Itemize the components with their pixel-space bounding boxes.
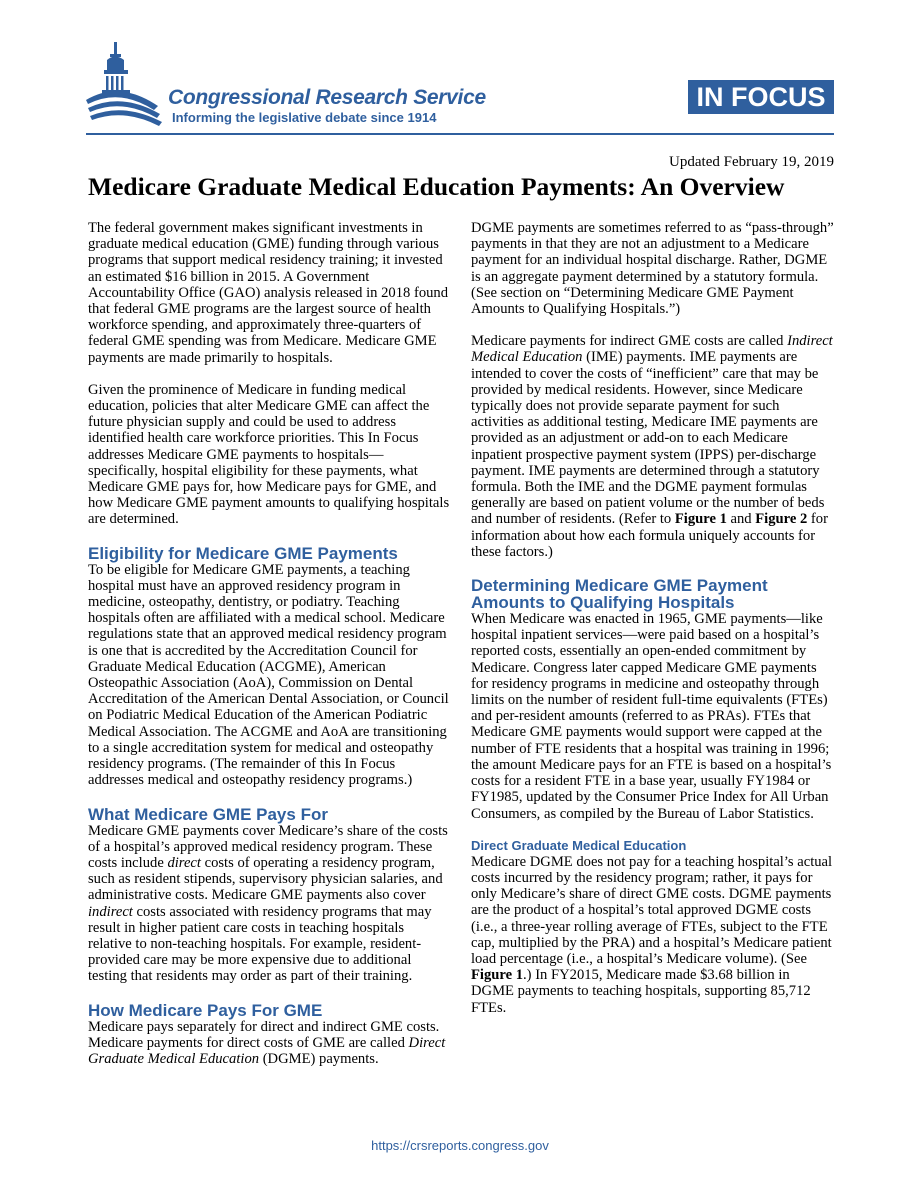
org-tagline: Informing the legislative debate since 1914 [172, 110, 437, 125]
capitol-dome-logo-icon [80, 40, 166, 130]
pass-through-paragraph: DGME payments are sometimes referred to as “pass-through” payments in that they are not an adjustment to a Medicare payment for an individual hospital discharge. Rather, DGME is an aggregate payment determined by a statutory formula. (See section on “Determining Medicare GME Payment Amounts to Qualifying Hospitals.”) [471, 220, 834, 318]
how-pays-paragraph: Medicare pays separately for direct and indirect GME costs. Medicare payments for direct costs of GME are called Direct Graduate Medical Education (DGME) payments. [88, 1018, 446, 1067]
org-name: Congressional Research Service [168, 86, 486, 109]
dgme-paragraph: Medicare DGME does not pay for a teaching hospital’s actual costs incurred by the residency program; rather, it pays for only Medicare’s share of direct GME costs. DGME payments are the product of a hospital’s total approved DGME costs (i.e., a three-year rolling average of FTEs, subject to the FTE cap, multiplied by the PRA) and a hospital’s Medicare patient load percentage (i.e., a hospital’s Medicare volume). (See Figure 1.) In FY2015, Medicare made $3.68 billion in DGME payments to teaching hospitals, supporting 85,712 FTEs. [471, 853, 833, 1016]
ime-paragraph: Medicare payments for indirect GME costs are called Indirect Medical Education (IME) payments. IME payments are intended to cover the costs of “inefficient” care that may be provided by medical residents. However, since Medicare typically does not provide separate payment for such activities as additional testing, Medicare IME payments are provided as an adjustment or add-on to each Medicare inpatient prospective payment system (IPPS) per-discharge payment. IME payments are determined through a statutory formula. Both the IME and the DGME payment formulas generally are based on patient volume or the number of beds and number of residents. (Refer to Figure 1 and Figure 2 for information about how each formula uniquely accounts for these factors.) [471, 333, 833, 560]
updated-date: Updated February 19, 2019 [669, 154, 834, 170]
determining-heading: Determining Medicare GME Payment Amounts to Qualifying Hospitals [471, 576, 768, 613]
eligibility-paragraph: To be eligible for Medicare GME payments, a teaching hospital must have an approved residency program in medicine, osteopathy, dentistry, or podiatry. Teaching hospitals often are affiliated with a medical school. Medicare regulations state that an approved medical residency program is one that is accredited by the Accreditation Council for Graduate Medical Education (ACGME), American Osteopathic Association (AoA), Commission on Dental Accreditation of the American Dental Association, or Council on Podiatric Medical Education of the American Podiatric Medical Association. The ACGME and AoA are transitioning to a single accreditation system for medical and osteopathy residency programs. (The remainder of this In Focus addresses medical and osteopathy residency programs.) [88, 561, 449, 789]
in-focus-badge: IN FOCUS [688, 80, 834, 114]
right-column [471, 220, 835, 1032]
left-column [88, 220, 450, 1083]
header-divider [86, 133, 834, 135]
page-title: Medicare Graduate Medical Education Payments: An Overview [88, 172, 785, 201]
footer-url-link[interactable]: https://crsreports.congress.gov [371, 1138, 549, 1153]
intro-paragraph: The federal government makes significant investments in graduate medical education (GME) funding through various programs that support medical residency training; it invested an estimated $16 billion in 2015. A Government Accountability Office (GAO) analysis released in 2018 found that federal GME programs are the largest source of health workforce spending, and approximately three-quarters of federal GME spending was from Medicare. Medicare GME payments are made primarily to hospitals. [88, 220, 449, 366]
eligibility-heading: Eligibility for Medicare GME Payments [88, 543, 398, 563]
context-paragraph: Given the prominence of Medicare in funding medical education, policies that alter Medicare GME can affect the future physician supply and could be used to address identified health care workforce priorities. This In Focus addresses Medicare GME payments to hospitals—specifically, hospital eligibility for these payments, what Medicare GME pays for, how Medicare pays for GME, and how Medicare GME payment amounts to qualifying hospitals are determined. [88, 381, 450, 528]
determining-paragraph: When Medicare was enacted in 1965, GME payments—like hospital inpatient services—were paid based on a hospital’s reported costs, essentially an open-ended commitment by Medicare. Congress later capped Medicare GME payments for residency programs in medicine and osteopathy through limits on the number of resident full-time equivalents (FTEs) and per-resident amounts (referred to as PRAs). FTEs that Medicare GME payments would support were capped at the number of FTE residents that a hospital was training in 1996; the amount Medicare pays for an FTE is based on a hospital’s costs for a resident FTE in a base year, usually FY1984 or FY1985, updated by the Consumer Price Index for All Urban Consumers, as compiled by the Bureau of Labor Statistics. [471, 611, 832, 822]
dgme-subheading: Direct Graduate Medical Education [471, 837, 687, 853]
pays-for-paragraph: Medicare GME payments cover Medicare’s share of the costs of a hospital’s approved medical residency program. These costs include direct costs of operating a residency program, such as resident stipends, supervisory physician salaries, and administrative costs. Medicare GME payments also cover indirect costs associated with residency programs that may result in higher patient care costs in teaching hospitals relative to non-teaching hospitals. For example, resident-provided care may be more expensive due to additional testing that residents may order as part of their training. [88, 822, 448, 985]
pays-for-heading: What Medicare GME Pays For [88, 804, 328, 824]
how-pays-heading: How Medicare Pays For GME [88, 1000, 323, 1020]
